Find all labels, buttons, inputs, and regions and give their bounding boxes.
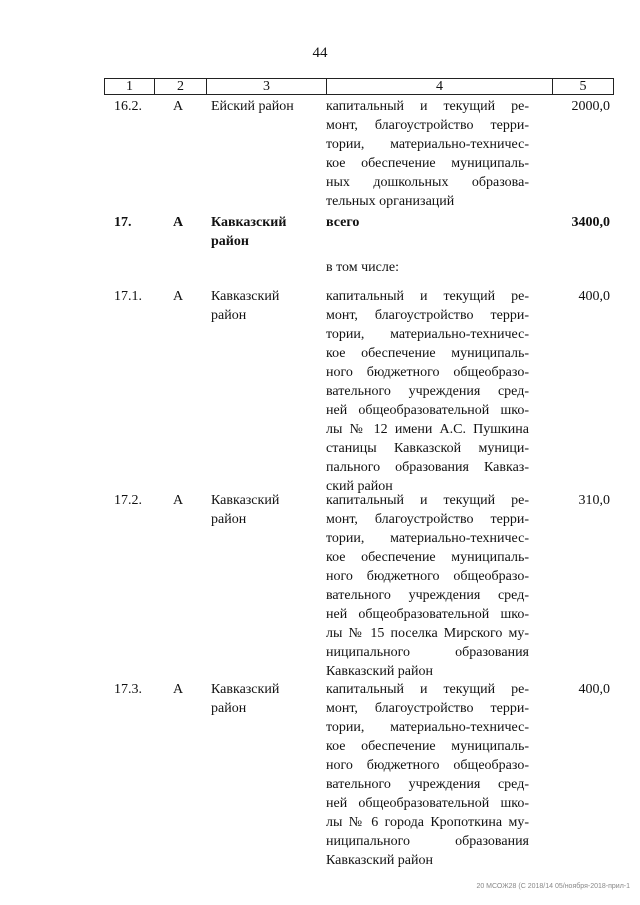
description-line: ниципального образования [326, 645, 529, 660]
description-line: вательного учреждения сред- [326, 588, 529, 603]
row-amount: 400,0 [578, 682, 610, 697]
row-number: 17.1. [114, 289, 142, 304]
description-line: кое обеспечение муниципаль- [326, 550, 529, 565]
header-col-5: 5 [579, 79, 587, 94]
row-amount: 2000,0 [571, 99, 610, 114]
row-category: А [173, 493, 184, 508]
description-line: монт, благоустройство терри- [326, 701, 529, 716]
description-line: тории, материально-техничес- [326, 720, 529, 735]
row-description [326, 287, 529, 496]
description-line: ниципального образования [326, 834, 529, 849]
row-category: А [173, 682, 184, 697]
description-line: ных дошкольных образова- [326, 175, 529, 190]
row-description [326, 491, 529, 681]
description-line: ней общеобразовательной шко- [326, 607, 529, 622]
row-number: 16.2. [114, 99, 142, 114]
page-number: 44 [312, 45, 328, 61]
header-col-3: 3 [207, 79, 327, 94]
row-number: 17. [114, 215, 132, 230]
description-line: Кавказский район [326, 664, 434, 679]
description-line: лы № 12 имени А.С. Пушкина [326, 422, 529, 437]
row-subnote: в том числе: [326, 260, 399, 275]
description-line: всего [326, 215, 360, 230]
description-line: монт, благоустройство терри- [326, 308, 529, 323]
description-line: капитальный и текущий ре- [326, 99, 529, 114]
description-line: тории, материально-техничес- [326, 531, 529, 546]
row-district: Кавказский район [211, 215, 287, 249]
description-line: монт, благоустройство терри- [326, 118, 529, 133]
description-line: тельных организаций [326, 194, 455, 209]
row-district: Кавказский район [211, 493, 280, 527]
description-line: капитальный и текущий ре- [326, 682, 529, 697]
row-description [326, 97, 529, 211]
description-line: вательного учреждения сред- [326, 777, 529, 792]
row-district: Ейский район [211, 99, 294, 114]
header-col-1: 1 [105, 79, 155, 94]
description-line: станицы Кавказской муници- [326, 441, 529, 456]
description-line: пального образования Кавказ- [326, 460, 529, 475]
description-line: кое обеспечение муниципаль- [326, 739, 529, 754]
row-amount: 3400,0 [571, 215, 610, 230]
description-line: кое обеспечение муниципаль- [326, 346, 529, 361]
header-col-2: 2 [155, 79, 207, 94]
description-line: капитальный и текущий ре- [326, 493, 529, 508]
description-line: кое обеспечение муниципаль- [326, 156, 529, 171]
description-line: ного бюджетного общеобразо- [326, 758, 529, 773]
description-line: вательного учреждения сред- [326, 384, 529, 399]
row-number: 17.3. [114, 682, 142, 697]
description-line: лы № 6 города Кропоткина му- [326, 815, 529, 830]
row-district: Кавказский район [211, 289, 280, 323]
row-amount: 400,0 [578, 289, 610, 304]
description-line: капитальный и текущий ре- [326, 289, 529, 304]
row-category: А [173, 99, 184, 114]
row-category: А [173, 215, 184, 230]
description-line: ного бюджетного общеобразо- [326, 569, 529, 584]
row-category: А [173, 289, 184, 304]
table-header-row [104, 78, 614, 95]
footer-code: 20 МСОЖ28 (С 2018/14 05/ноября-2018-прил-1 [476, 883, 630, 890]
description-line: монт, благоустройство терри- [326, 512, 529, 527]
description-line: ней общеобразовательной шко- [326, 403, 529, 418]
description-line: ней общеобразовательной шко- [326, 796, 529, 811]
description-line: ного бюджетного общеобразо- [326, 365, 529, 380]
row-amount: 310,0 [578, 493, 610, 508]
row-description [326, 213, 529, 232]
description-line: тории, материально-техничес- [326, 327, 529, 342]
row-number: 17.2. [114, 493, 142, 508]
header-col-4: 4 [327, 79, 553, 94]
row-district: Кавказский район [211, 682, 280, 716]
description-line: ский район [326, 479, 393, 494]
description-line: лы № 15 поселка Мирского му- [326, 626, 529, 641]
description-line: Кавказский район [326, 853, 434, 868]
description-line: тории, материально-техничес- [326, 137, 529, 152]
row-description [326, 680, 529, 870]
